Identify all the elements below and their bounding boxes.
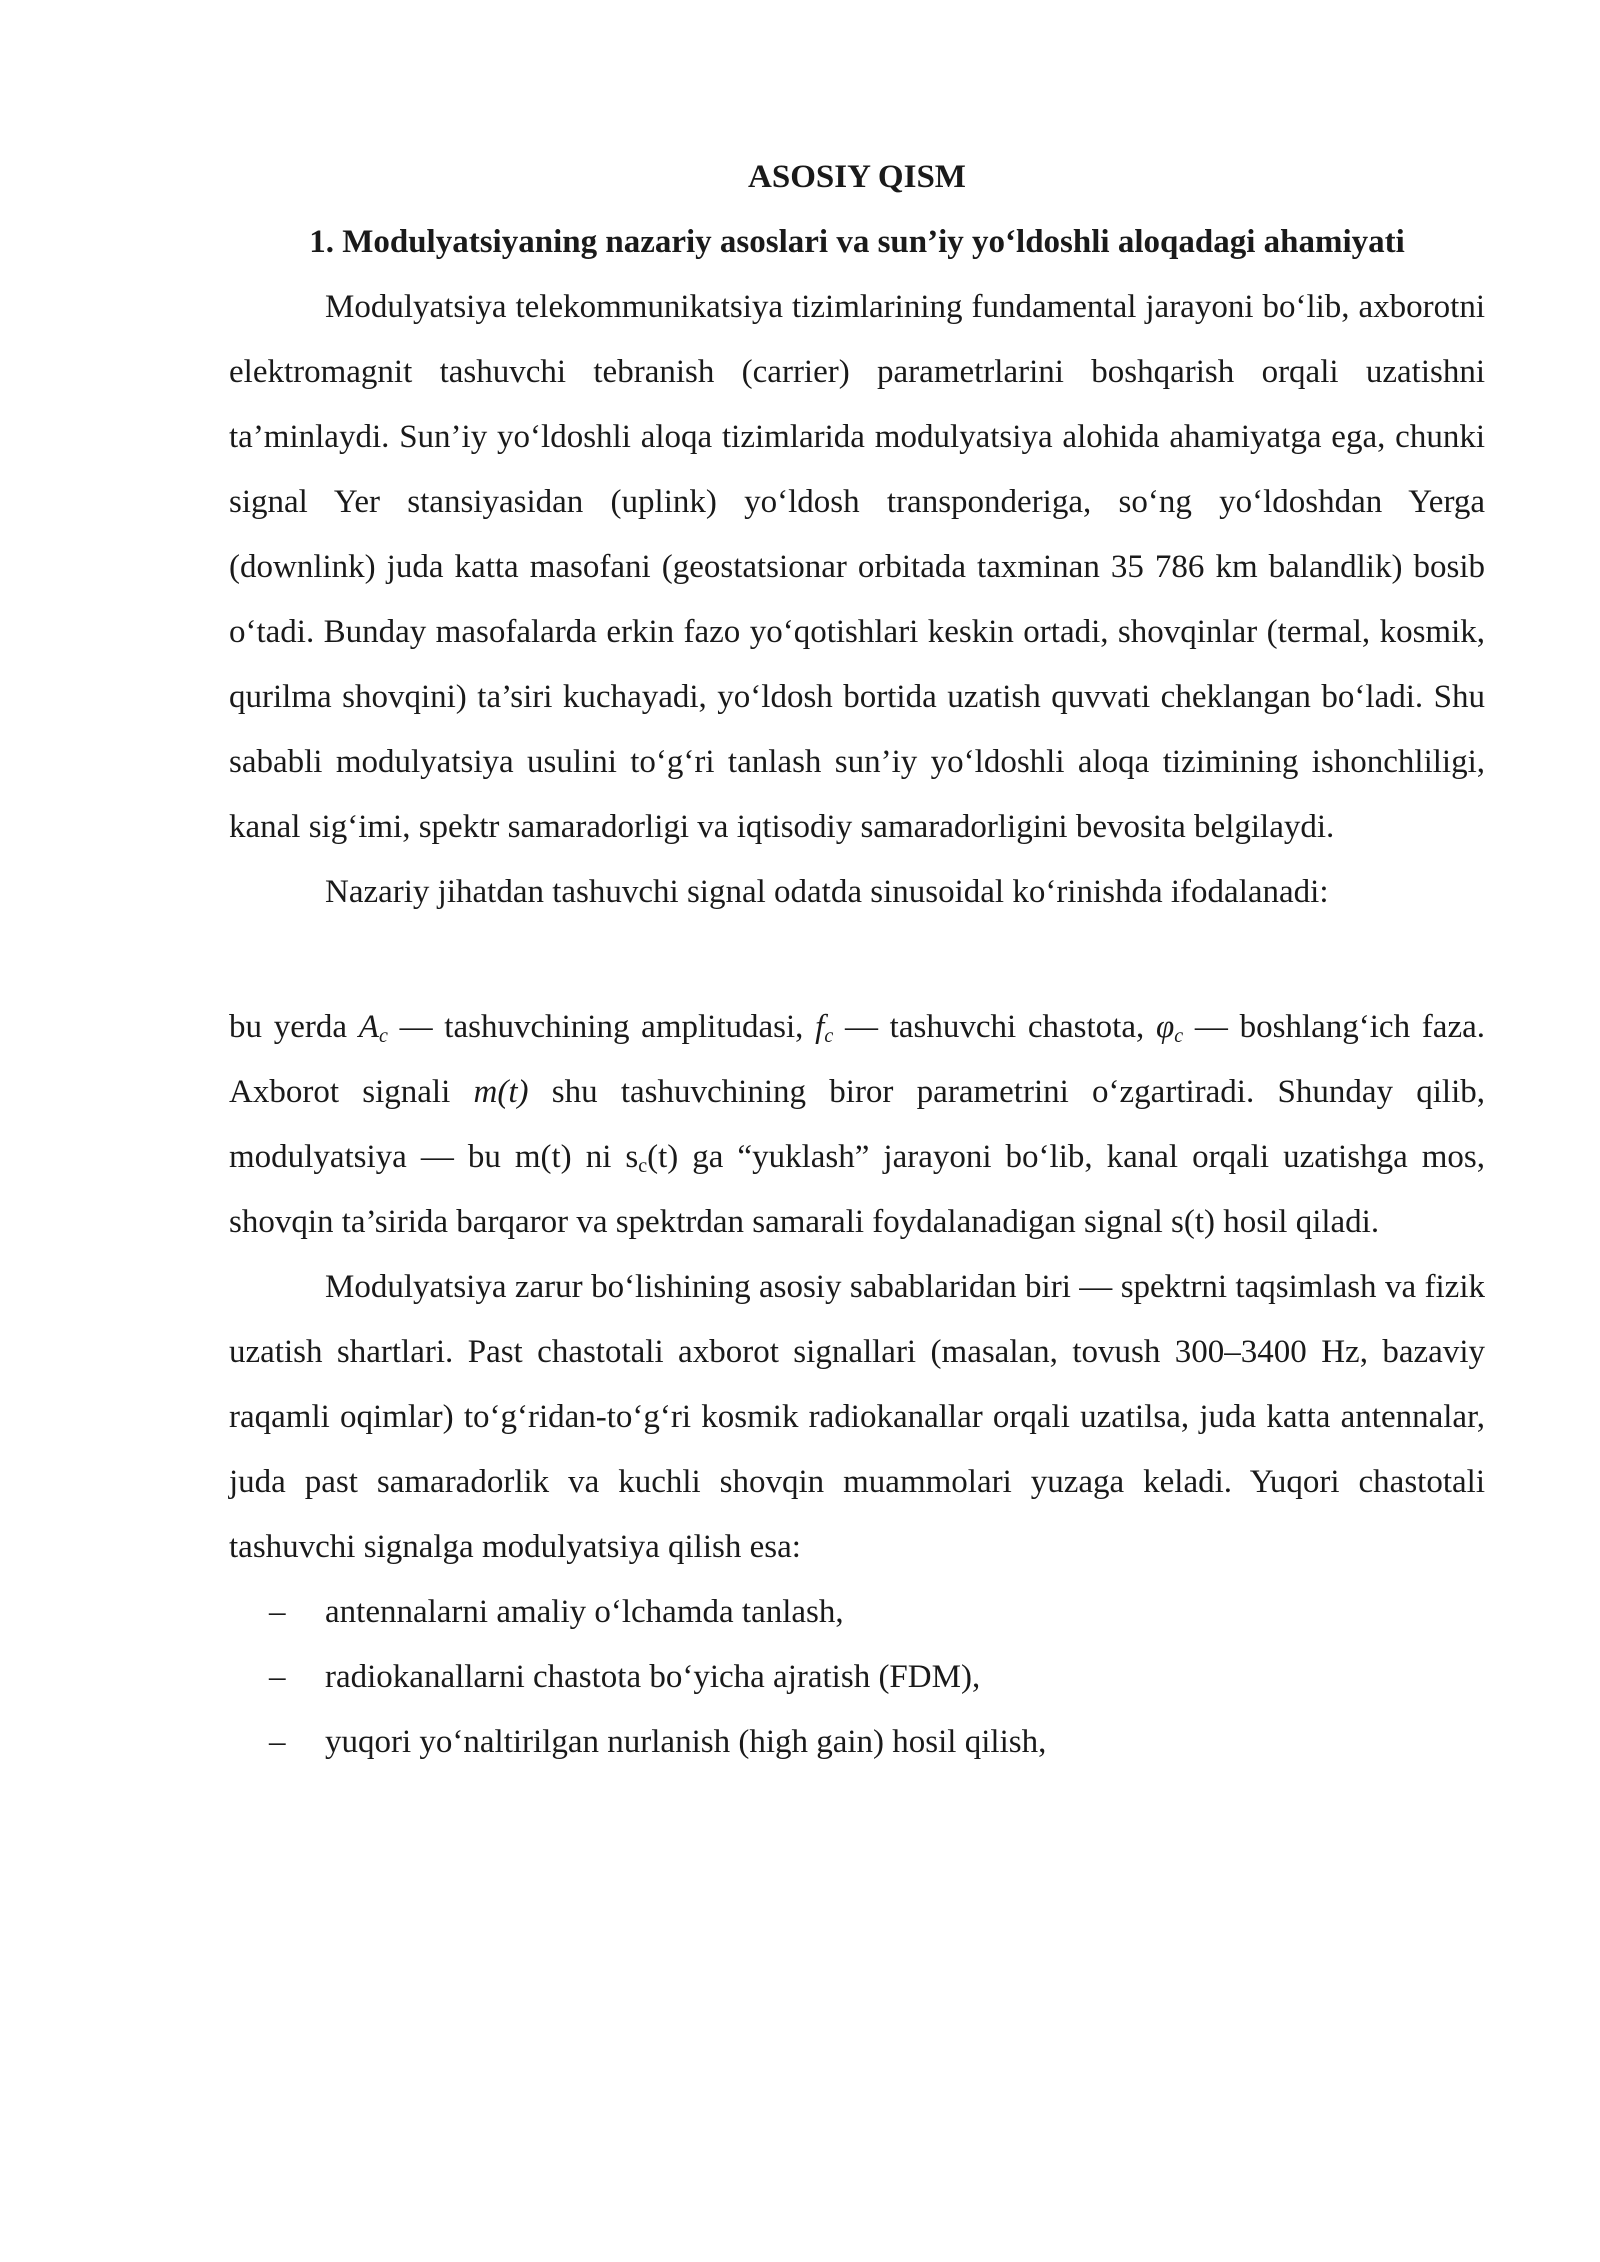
text-run: shu tashuvchining biror parametrini o‘zgartiradi. Shunday qilib, modulyatsiya — bu m(t) ni s (229, 1074, 1485, 1175)
symbol-phi: $\varphi_c$ (1155, 1009, 1184, 1047)
paragraph-reasons: Modulyatsiya zarur bo‘lishining asosiy sabablaridan biri — spektrni taqsimlash va fizik uzatish shartlari. Past chastotali axborot signallari (masalan, tovush 300–3400 Hz, bazaviy raqamli oqimlar) to‘g‘ridan-to‘g‘ri kosmik radiokanallar orqali uzatilsa, juda katta antennalar, juda past samaradorlik va kuchli shovqin muammolari yuzaga keladi. Yuqori chastotali tashuvchi signalga modulyatsiya qilish esa: (229, 1269, 1485, 1565)
dash-bullet: – (269, 1724, 286, 1760)
list-item (229, 1710, 1485, 1775)
symbol-mt: m(t) (473, 1074, 529, 1110)
list-item (229, 1580, 1485, 1645)
text-run: — tashuvchi chastota, (833, 1009, 1156, 1045)
text-run: bu yerda (229, 1009, 359, 1045)
document-page (229, 145, 1485, 1775)
subsection-title: 1. Modulyatsiyaning nazariy asoslari va sun’iy yo‘ldoshli aloqadagi ahamiyati (309, 224, 1405, 260)
dash-bullet: – (269, 1594, 286, 1630)
list-item-text: yuqori yo‘naltirilgan nurlanish (high gain) hosil qilish, (325, 1724, 1047, 1760)
subscript-c: c (638, 1155, 648, 1177)
formula-placeholder (229, 925, 1485, 995)
list-item-text: antennalarni amaliy o‘lchamda tanlash, (325, 1594, 844, 1630)
paragraph-carrier: Nazariy jihatdan tashuvchi signal odatda sinusoidal ko‘rinishda ifodalanadi: (325, 874, 1329, 910)
benefits-list (229, 1580, 1485, 1775)
list-item (229, 1645, 1485, 1710)
list-item-text: radiokanallarni chastota bo‘yicha ajratish (FDM), (325, 1659, 981, 1695)
symbol-fc: $f_c$ (815, 1009, 834, 1047)
text-run: (t) ga “yuklash” jarayoni bo‘lib, kanal orqali uzatishga mos, shovqin ta’sirida barqaror va spektrdan samarali foydalanadigan signal s(t) hosil qiladi. (229, 1139, 1485, 1240)
text-run: — tashuvchining amplitudasi, (387, 1009, 816, 1045)
symbol-ac: $A_c$ (358, 1009, 388, 1047)
text-run: — boshlang‘ich faza. Axborot signali (229, 1009, 1485, 1110)
paragraph-definitions (229, 995, 1485, 1255)
paragraph-intro: Modulyatsiya telekommunikatsiya tizimlarining fundamental jarayoni bo‘lib, axborotni elektromagnit tashuvchi tebranish (carrier) parametrlarini boshqarish orqali uzatishni ta’minlaydi. Sun’iy yo‘ldoshli aloqa tizimlarida modulyatsiya alohida ahamiyatga ega, chunki signal Yer stansiyasidan (uplink) yo‘ldosh transponderiga, so‘ng yo‘ldoshdan Yerga (downlink) juda katta masofani (geostatsionar orbitada taxminan 35 786 km balandlik) bosib o‘tadi. Bunday masofalarda erkin fazo yo‘qotishlari keskin ortadi, shovqinlar (termal, kosmik, qurilma shovqini) ta’siri kuchayadi, yo‘ldosh bortida uzatish quvvati cheklangan bo‘ladi. Shu sababli modulyatsiya usulini to‘g‘ri tanlash sun’iy yo‘ldoshli aloqa tizimining ishonchliligi, kanal sig‘imi, spektr samaradorligi va iqtisodiy samaradorligini bevosita belgilaydi. (229, 289, 1485, 845)
section-title: ASOSIY QISM (748, 159, 966, 195)
dash-bullet: – (269, 1659, 286, 1695)
